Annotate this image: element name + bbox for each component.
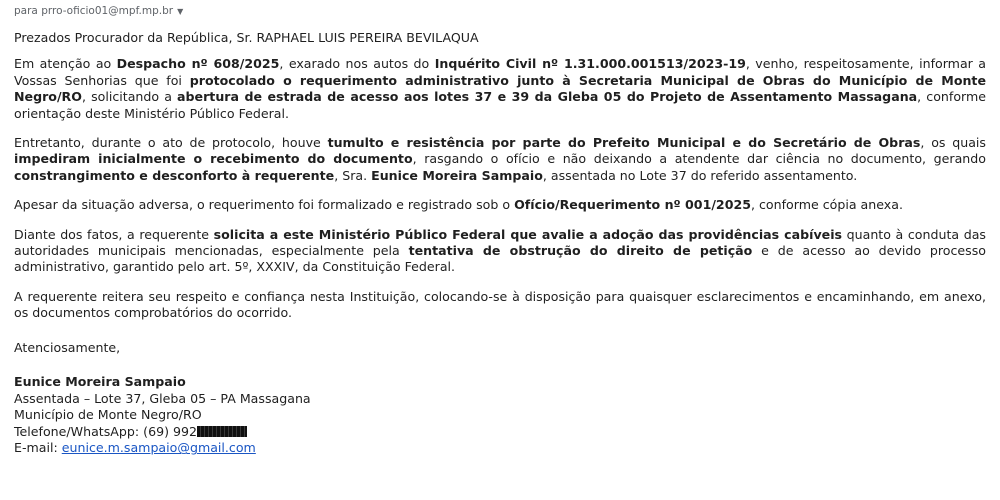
redaction-bar [197, 426, 247, 437]
signature-email: E-mail: eunice.m.sampaio@gmail.com [14, 440, 256, 456]
signature-line-2: Município de Monte Negro/RO [14, 407, 202, 423]
recipient-address[interactable]: para prro-oficio01@mpf.mp.br [14, 5, 174, 17]
email-link[interactable]: eunice.m.sampaio@gmail.com [61, 440, 256, 456]
paragraph-1: Em atenção ao Despacho nº 608/2025, exarado nos autos do Inquérito Civil nº 1.31.000.001513/2023-19, venho, respeitosamente, informar a Vossas Senhorias que foi protocolado o requerimento administrativo junto à Secretaria Municipal de Obras do Município de Monte Negro/RO, solicitando a abertura de estrada de acesso aos lotes 37 e 39 da Gleba 05 do Projeto de Assentamento Massagana, conforme orientação deste Ministério Público Federal. [14, 56, 986, 121]
paragraph-3: Apesar da situação adversa, o requerimento foi formalizado e registrado sob o Ofício/Requerimento nº 001/2025, conforme cópia anexa. [14, 197, 903, 213]
caret-down-icon[interactable]: ▼ [177, 6, 184, 16]
signature-line-1: Assentada – Lote 37, Gleba 05 – PA Massagana [14, 390, 311, 406]
greeting: Prezados Procurador da República, Sr. RAPHAEL LUIS PEREIRA BEVILAQUA [14, 30, 479, 45]
closing: Atenciosamente, [14, 339, 121, 355]
paragraph-2: Entretanto, durante o ato de protocolo, houve tumulto e resistência por parte do Prefeito Municipal e do Secretário de Obras, os quais impediram inicialmente o recebimento do documento, rasgando o ofício e não deixando a atendente dar ciência no documento, gerando constrangimento e desconforto à requerente, Sra. Eunice Moreira Sampaio, assentada no Lote 37 do referido assentamento. [14, 135, 986, 183]
signature-name: Eunice Moreira Sampaio [14, 374, 186, 390]
email-body [14, 30, 986, 356]
signature-block [14, 374, 986, 457]
signature-phone: Telefone/WhatsApp: (69) 992 [14, 424, 986, 441]
recipient-line[interactable] [14, 2, 986, 20]
paragraph-4: Diante dos fatos, a requerente solicita a este Ministério Público Federal que avalie a adoção das providências cabíveis quanto à conduta das autoridades municipais mencionadas, especialmente pela tentativa de obstrução do direito de petição e de acesso ao devido processo administrativo, garantido pelo art. 5º, XXXIV, da Constituição Federal. [14, 226, 986, 275]
paragraph-5: A requerente reitera seu respeito e confiança nesta Instituição, colocando-se à disposição para quaisquer esclarecimentos e encaminhando, em anexo, os documentos comprobatórios do ocorrido. [14, 288, 986, 321]
